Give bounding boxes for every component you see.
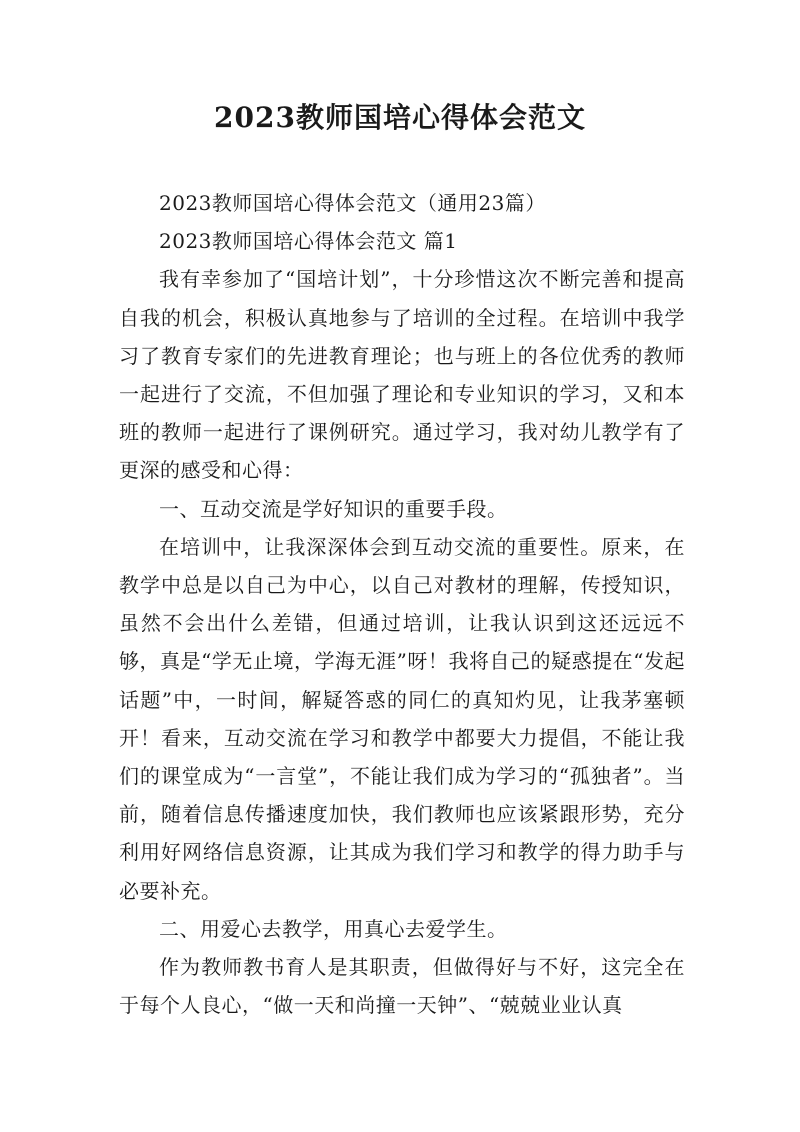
point-heading-paragraph: 二、用爱心去教学，用真心去爱学生。 — [159, 916, 508, 941]
document-title: 2023教师国培心得体会范文 — [214, 101, 586, 134]
section-heading-paragraph: 2023教师国培心得体会范文 篇1 — [159, 229, 458, 254]
document-body — [119, 184, 685, 1024]
body-paragraph: 作为教师教书育人是其职责，但做得好与不好，这完全在于每个人良心，“做一天和尚撞一天钟”、“兢兢业业认真 — [119, 955, 685, 1018]
subtitle-paragraph: 2023教师国培心得体会范文（通用23篇） — [159, 191, 546, 215]
point-heading-paragraph: 一、互动交流是学好知识的重要手段。 — [159, 496, 508, 521]
body-paragraph: 我有幸参加了“国培计划”，十分珍惜这次不断完善和提高自我的机会，积极认真地参与了培训的全过程。在培训中我学习了教育专家们的先进教育理论；也与班上的各位优秀的教师一起进行了交流，不但加强了理论和专业知识的学习，又和本班的教师一起进行了课例研究。通过学习，我对幼儿教学有了更深的感受和心得： — [119, 267, 685, 483]
body-paragraph: 在培训中，让我深深体会到互动交流的重要性。原来，在教学中总是以自己为中心，以自己对教材的理解，传授知识，虽然不会出什么差错，但通过培训，让我认识到这还远远不够，真是“学无止境，学海无涯”呀！我将自己的疑惑提在“发起话题”中，一时间，解疑答惑的同仁的真知灼见，让我茅塞顿开！看来，互动交流在学习和教学中都要大力提倡，不能让我们的课堂成为“一言堂”，不能让我们成为学习的“孤独者”。当前，随着信息传播速度加快，我们教师也应该紧跟形势，充分利用好网络信息资源，让其成为我们学习和教学的得力助手与必要补充。 — [119, 534, 685, 903]
